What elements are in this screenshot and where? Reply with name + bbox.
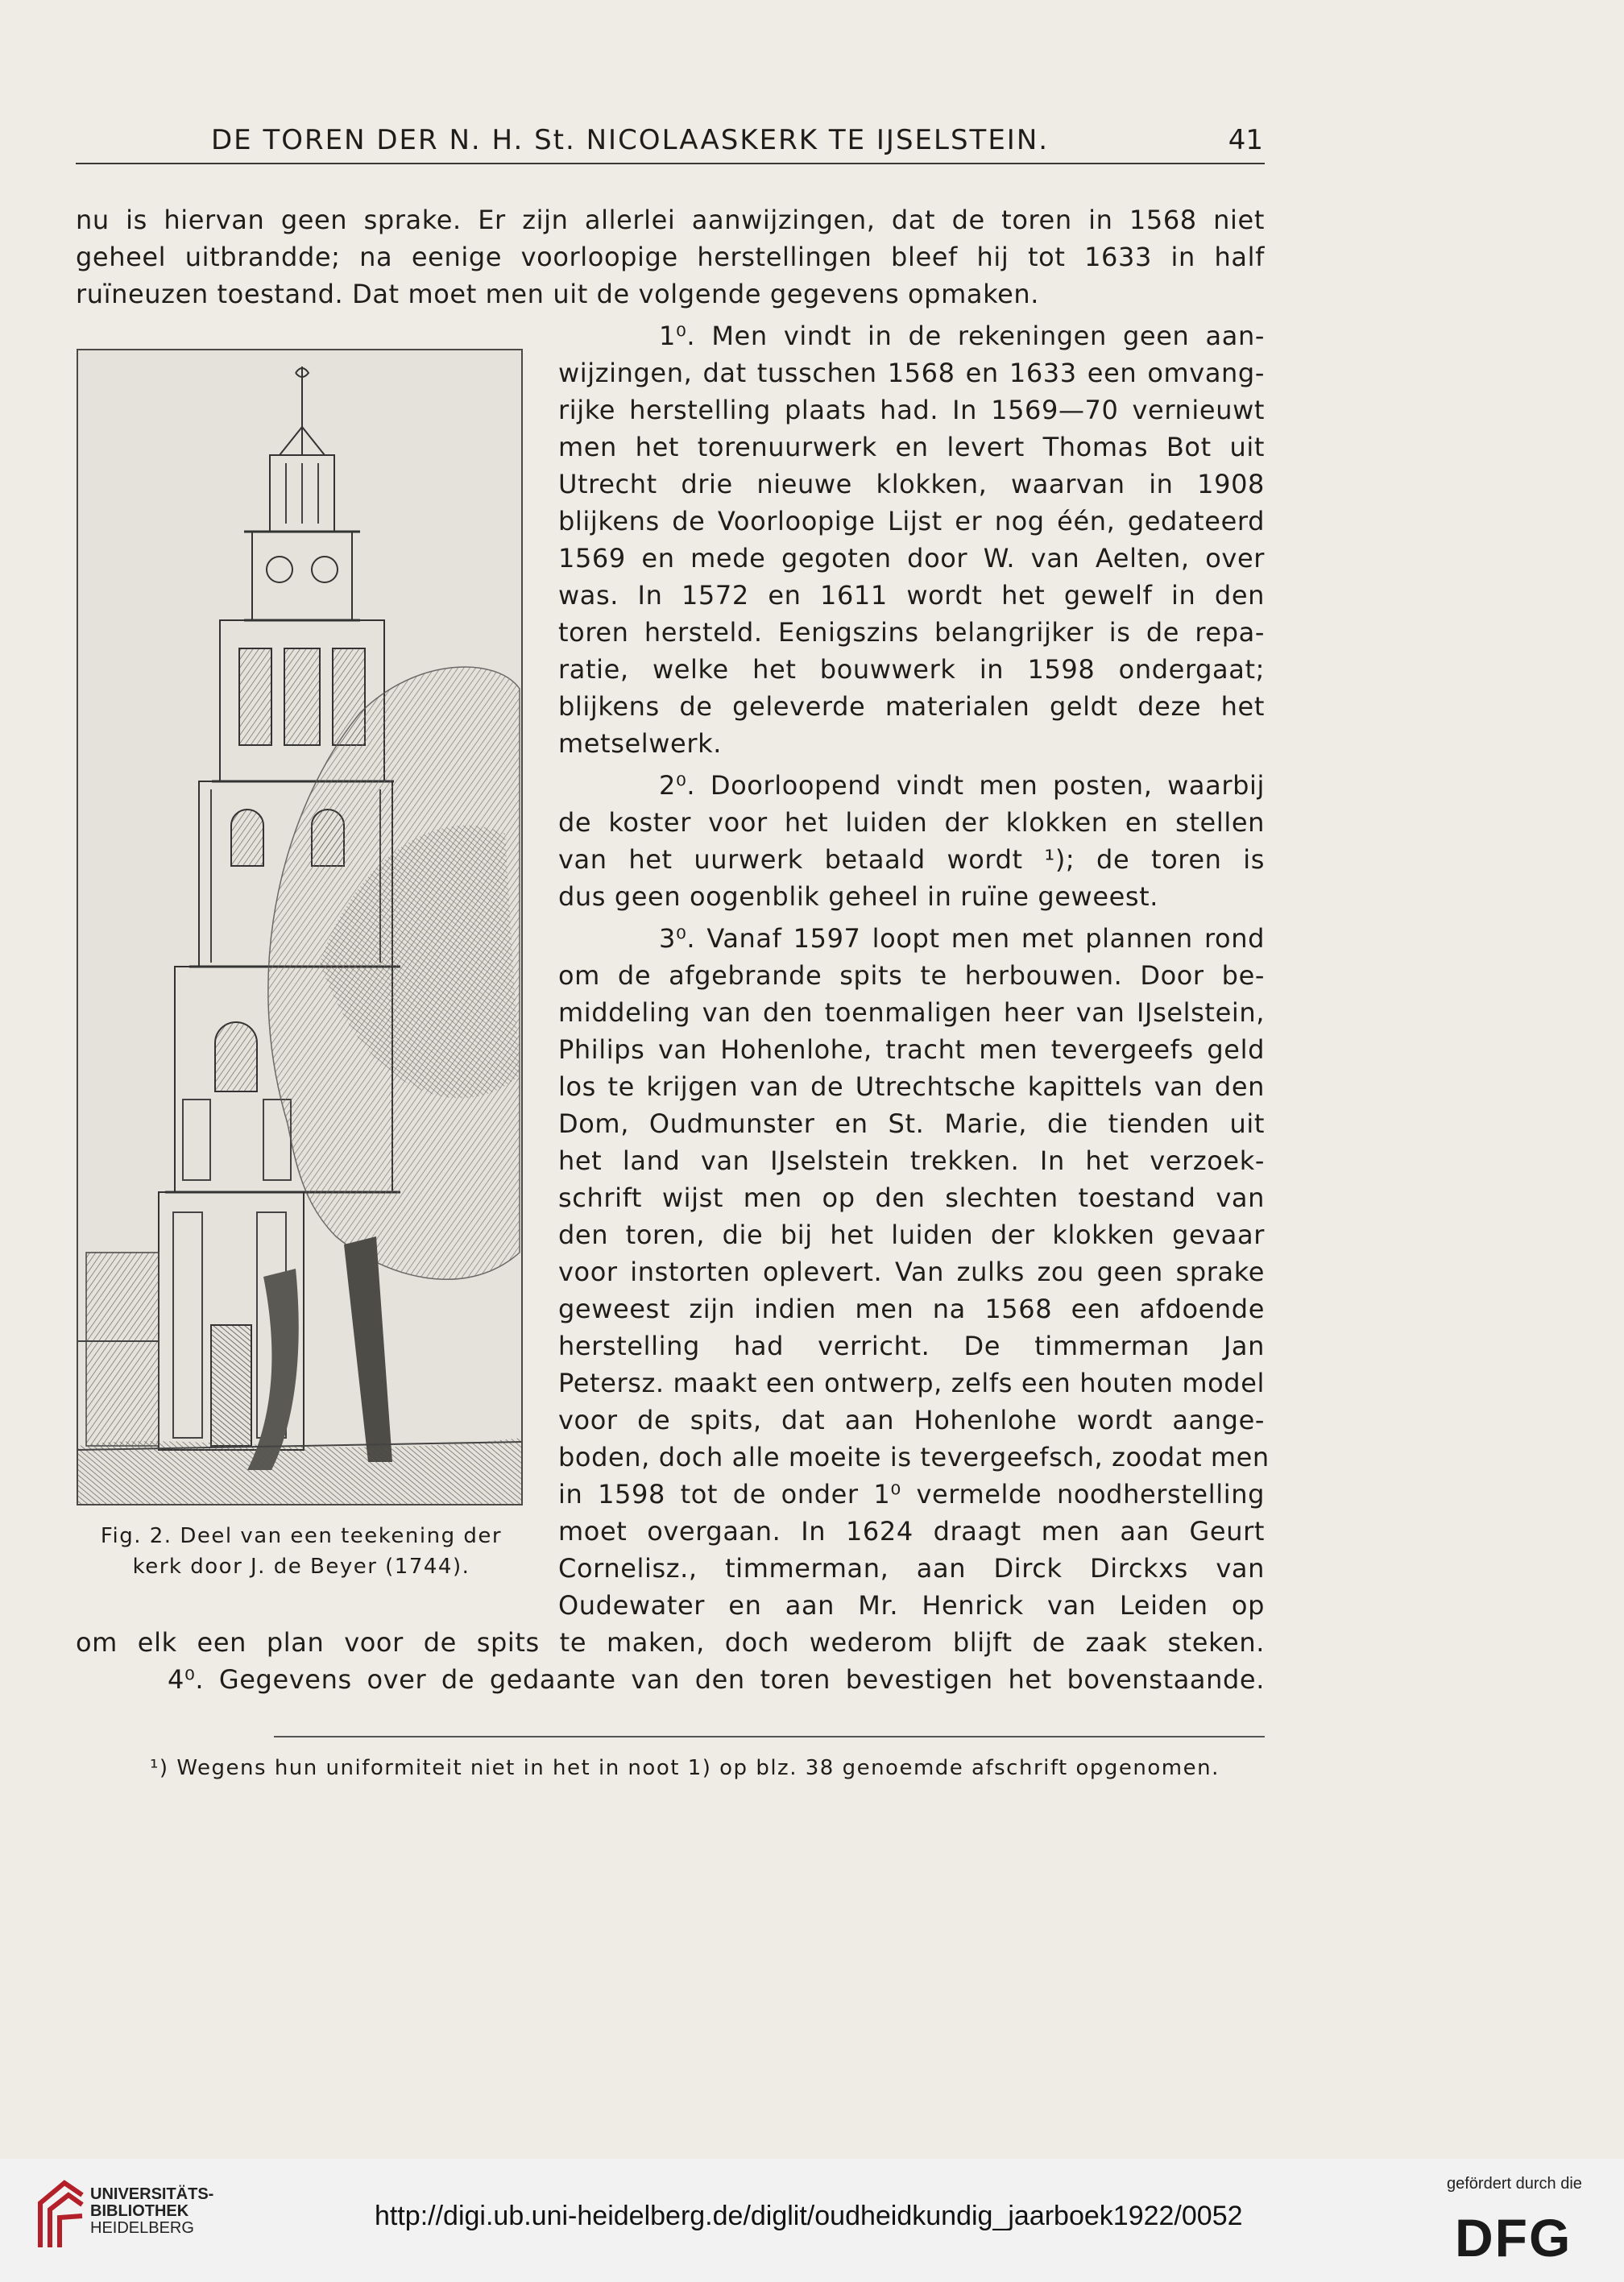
body-line: blijkens de Voorloopige Lijst er nog één, gedateerd xyxy=(558,506,1265,536)
body-line: het land van IJselstein trekken. In het verzoek- xyxy=(558,1145,1265,1176)
body-line: toren hersteld. Eenigszins belangrijker is de repa- xyxy=(558,617,1265,648)
library-name-line: HEIDELBERG xyxy=(90,2219,194,2237)
body-line: rijke herstelling plaats had. In 1569—70 vernieuwt xyxy=(558,395,1265,425)
page-number: 41 xyxy=(1228,124,1263,156)
body-line: voor instorten oplevert. Van zulks zou geen sprake xyxy=(558,1257,1265,1287)
footnote-text: Wegens hun uniformiteit niet in het in noot 1) op blz. 38 genoemde afschrift opgenomen. xyxy=(176,1756,1220,1780)
body-line: geweest zijn indien men na 1568 een afdoende xyxy=(558,1294,1265,1324)
dfg-logo: DFG xyxy=(1455,2208,1572,2268)
library-name-line: UNIVERSITÄTS- xyxy=(90,2185,214,2203)
figure-caption-line: kerk door J. de Beyer (1744). xyxy=(132,1555,470,1579)
body-line: herstelling had verricht. De timmerman Jan xyxy=(558,1331,1265,1361)
digitization-footer xyxy=(0,2159,1624,2282)
running-head xyxy=(76,121,1265,164)
running-title: DE TOREN DER N. H. St. NICOLAASKERK TE IJSELSTEIN. xyxy=(211,124,1050,156)
body-line: metselwerk. xyxy=(558,728,722,759)
body-line: men het torenuurwerk en levert Thomas Bot uit xyxy=(558,432,1265,462)
library-name xyxy=(90,2186,213,2237)
footnote-rule xyxy=(274,1736,1265,1737)
body-line: Oudewater en aan Mr. Henrick van Leiden op xyxy=(558,1590,1265,1621)
body-line: voor de spits, dat aan Hohenlohe wordt aange- xyxy=(558,1405,1265,1435)
body-line: geheel uitbrandde; na eenige voorloopige herstellingen bleef hij tot 1633 in half xyxy=(76,242,1265,272)
body-line: den toren, die bij het luiden der klokken gevaar xyxy=(558,1220,1265,1250)
footnote xyxy=(150,1756,1220,1780)
body-line: ruïneuzen toestand. Dat moet men uit de volgende gegevens opmaken. xyxy=(76,279,1040,309)
body-line: schrift wijst men op den slechten toestand van xyxy=(558,1182,1265,1213)
body-line: de koster voor het luiden der klokken en stellen xyxy=(558,807,1265,838)
body-line: boden, doch alle moeite is tevergeefsch, zoodat men xyxy=(558,1442,1270,1472)
funded-by-label: gefördert durch die xyxy=(1447,2175,1582,2193)
body-line: Philips van Hohenlohe, tracht men tevergeefs geld xyxy=(558,1034,1265,1065)
library-logo-icon xyxy=(32,2179,89,2251)
body-line: 1569 en mede gegoten door W. van Aelten, over xyxy=(558,543,1265,574)
body-line: om elk een plan voor de spits te maken, doch wederom blijft de zaak steken. xyxy=(76,1627,1265,1658)
body-line: in 1598 tot de onder 1⁰ vermelde noodherstelling xyxy=(558,1479,1265,1510)
body-line: middeling van den toenmaligen heer van IJselstein, xyxy=(558,997,1265,1028)
body-line: Dom, Oudmunster en St. Marie, die tienden uit xyxy=(558,1108,1265,1139)
body-line: Cornelisz., timmerman, aan Dirck Dirckxs van xyxy=(558,1553,1265,1584)
figure-caption-line: Fig. 2. Deel van een teekening der xyxy=(100,1524,503,1548)
body-line: ratie, welke het bouwwerk in 1598 ondergaat; xyxy=(558,654,1265,685)
body-line: Utrecht drie nieuwe klokken, waarvan in 1908 xyxy=(558,469,1265,499)
body-line: dus geen oogenblik geheel in ruïne geweest. xyxy=(558,881,1159,912)
body-line: los te krijgen van de Utrechtsche kapittels van den xyxy=(558,1071,1265,1102)
body-line: blijkens de geleverde materialen geldt deze het xyxy=(558,691,1265,722)
library-name-line: BIBLIOTHEK xyxy=(90,2202,189,2220)
permalink-url[interactable]: http://digi.ub.uni-heidelberg.de/diglit/oudheidkundig_jaarboek1922/0052 xyxy=(375,2201,1243,2231)
body-line: Petersz. maakt een ontwerp, zelfs een houten model xyxy=(558,1368,1265,1398)
footnote-marker: ¹) xyxy=(150,1756,169,1780)
tower-drawing xyxy=(78,350,521,1504)
body-line: 4⁰. Gegevens over de gedaante van den toren bevestigen het bovenstaande. xyxy=(168,1664,1265,1695)
body-line: 3⁰. Vanaf 1597 loopt men met plannen rond xyxy=(659,923,1265,954)
body-line: was. In 1572 en 1611 wordt het gewelf in den xyxy=(558,580,1265,611)
body-line: om de afgebrande spits te herbouwen. Door be- xyxy=(558,960,1265,991)
body-line: 2⁰. Doorloopend vindt men posten, waarbij xyxy=(659,770,1265,801)
body-line: wijzingen, dat tusschen 1568 en 1633 een omvang- xyxy=(558,358,1265,388)
body-line: van het uurwerk betaald wordt ¹); de toren is xyxy=(558,844,1265,875)
body-line: 1⁰. Men vindt in de rekeningen geen aan- xyxy=(659,321,1265,351)
tower-drawing-figure xyxy=(77,349,523,1505)
body-line: moet overgaan. In 1624 draagt men aan Geurt xyxy=(558,1516,1265,1547)
body-line: nu is hiervan geen sprake. Er zijn allerlei aanwijzingen, dat de toren in 1568 niet xyxy=(76,205,1265,235)
